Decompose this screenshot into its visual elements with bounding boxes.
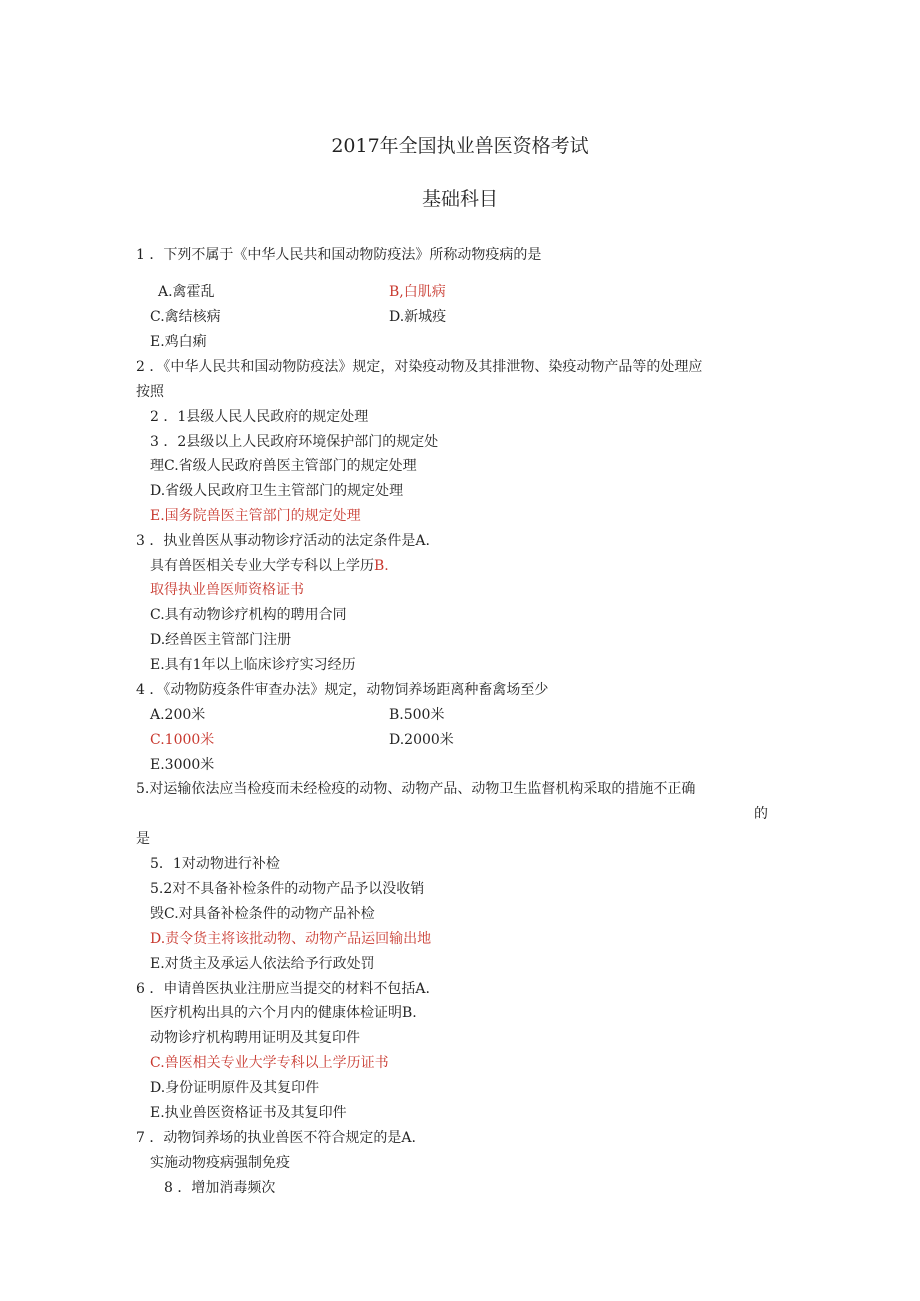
question-2: 2 ．《中华人民共和国动物防疫法》规定，对染疫动物及其排泄物、染疫动物产品等的处理应 bbox=[136, 359, 703, 375]
option-3c: C.具有动物诊疗机构的聘用合同 bbox=[150, 607, 347, 623]
answer-1b: B,白肌病 bbox=[389, 284, 446, 300]
question-4: 4 ．《动物防疫条件审查办法》规定，动物饲养场距离种畜禽场至少 bbox=[136, 682, 549, 698]
answer-3b: 取得执业兽医师资格证书 bbox=[150, 582, 304, 598]
page-subtitle: 基础科目 bbox=[421, 188, 498, 210]
option-5c: 毁C.对具备补检条件的动物产品补检 bbox=[150, 906, 375, 922]
answer-6c: C.兽医相关专业大学专科以上学历证书 bbox=[150, 1055, 389, 1071]
question-7: 7 ．动物饲养场的执业兽医不符合规定的是A. bbox=[136, 1130, 416, 1146]
question-5: 5.对运输依法应当检疫而未经检疫的动物、动物产品、动物卫生监督机构采取的措施不正确 bbox=[136, 781, 696, 797]
option-1e: E.鸡白痢 bbox=[150, 334, 207, 350]
option-5b: 5.2对不具备补检条件的动物产品予以没收销 bbox=[150, 881, 425, 897]
option-5e: E.对货主及承运人依法给予行政处罚 bbox=[150, 956, 375, 972]
option-7a: 实施动物疫病强制免疫 bbox=[150, 1155, 290, 1171]
option-3b-label: B. bbox=[374, 558, 389, 574]
option-3a-text: 具有兽医相关专业大学专科以上学历 bbox=[150, 558, 374, 574]
option-2d: D.省级人民政府卫生主管部门的规定处理 bbox=[150, 483, 404, 499]
option-3d: D.经兽医主管部门注册 bbox=[150, 632, 292, 648]
option-2c: 理C.省级人民政府兽医主管部门的规定处理 bbox=[150, 458, 417, 474]
question-3: 3 ．执业兽医从事动物诊疗活动的法定条件是A. bbox=[136, 533, 430, 549]
question-2-cont: 按照 bbox=[136, 384, 164, 400]
question-5-end: 是 bbox=[136, 831, 150, 847]
option-2b: 3 ．2县级以上人民政府环境保护部门的规定处 bbox=[150, 434, 439, 450]
option-5a: 5．1对动物进行补检 bbox=[150, 856, 280, 872]
answer-5d: D.责令货主将该批动物、动物产品运回输出地 bbox=[150, 931, 432, 947]
question-1: 1 ．下列不属于《中华人民共和国动物防疫法》所称动物疫病的是 bbox=[136, 247, 542, 263]
option-1c: C.禽结核病 bbox=[150, 309, 221, 325]
option-1a: A.禽霍乱 bbox=[158, 284, 215, 300]
answer-2e: E.国务院兽医主管部门的规定处理 bbox=[150, 508, 361, 524]
option-6a: 医疗机构出具的六个月内的健康体检证明B. bbox=[150, 1005, 417, 1021]
option-4b: B.500米 bbox=[389, 707, 445, 723]
answer-4c: C.1000米 bbox=[150, 732, 215, 748]
option-4a: A.200米 bbox=[150, 707, 206, 723]
page-title: 2017年全国执业兽医资格考试 bbox=[331, 135, 589, 157]
question-5-cont: 的 bbox=[754, 806, 768, 822]
option-4d: D.2000米 bbox=[389, 732, 454, 748]
option-1d: D.新城疫 bbox=[389, 309, 447, 325]
option-4e: E.3000米 bbox=[150, 757, 215, 773]
option-3a bbox=[150, 557, 389, 575]
question-6: 6 ．申请兽医执业注册应当提交的材料不包括A. bbox=[136, 981, 430, 997]
option-3e: E.具有1年以上临床诊疗实习经历 bbox=[150, 657, 356, 673]
option-7b: 8 ．增加消毒频次 bbox=[164, 1180, 276, 1196]
option-6e: E.执业兽医资格证书及其复印件 bbox=[150, 1105, 347, 1121]
option-2a: 2 ．1县级人民人民政府的规定处理 bbox=[150, 409, 369, 425]
option-6d: D.身份证明原件及其复印件 bbox=[150, 1080, 320, 1096]
option-6b: 动物诊疗机构聘用证明及其复印件 bbox=[150, 1030, 360, 1046]
